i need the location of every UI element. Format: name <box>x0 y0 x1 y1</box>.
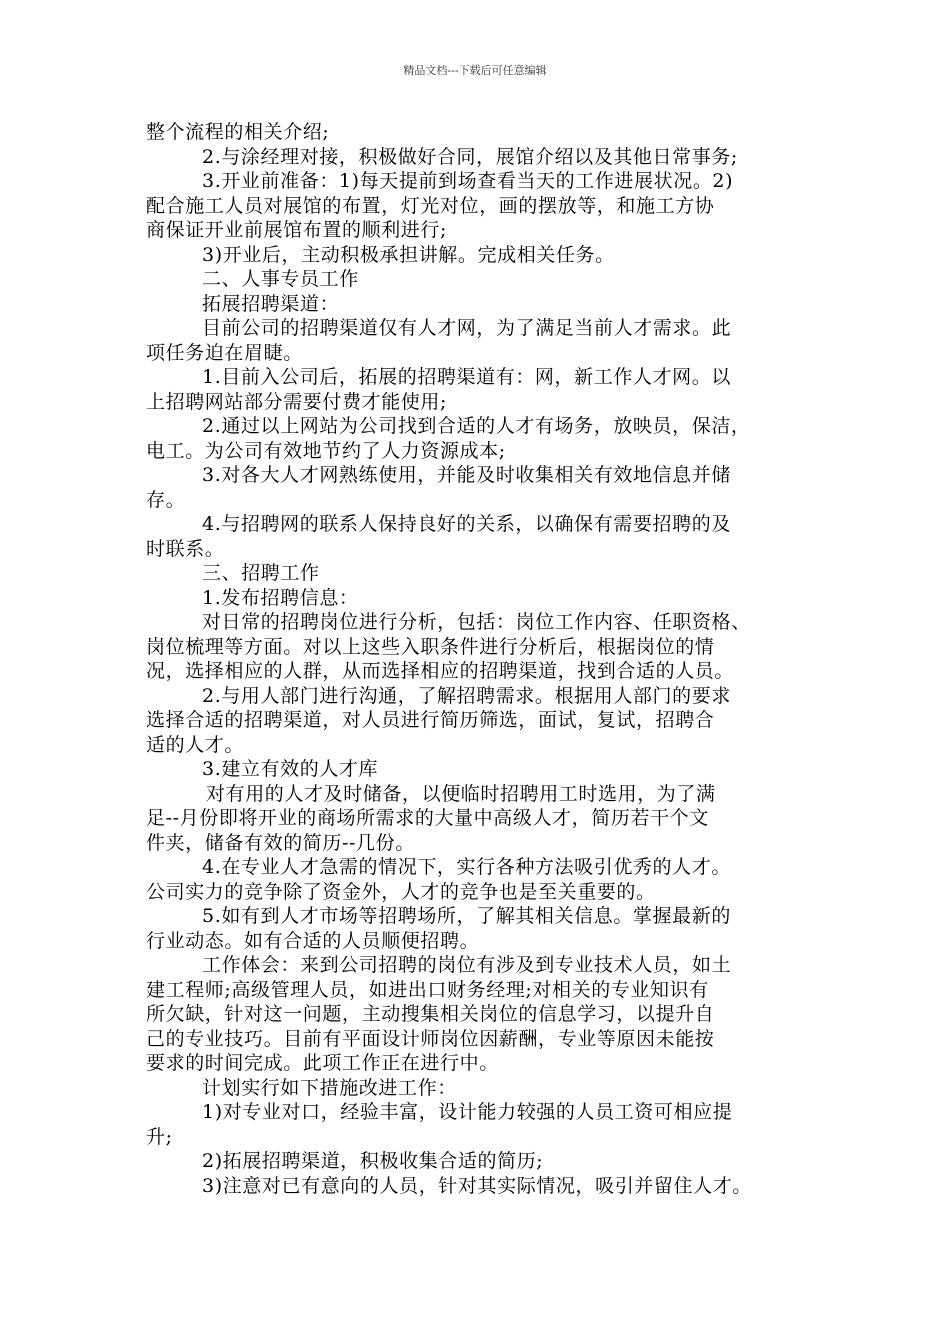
paragraph-line: 况，选择相应的人群，从而选择相应的招聘渠道，找到合适的人员。 <box>146 660 735 682</box>
paragraph-line: 岗位梳理等方面。对以上这些入职条件进行分析后，根据岗位的情 <box>146 635 715 658</box>
paragraph-line: 目前公司的招聘渠道仅有人才网，为了满足当前人才需求。此 <box>202 317 732 339</box>
paragraph-line: 时联系。 <box>146 537 225 560</box>
paragraph-line: 整个流程的相关介绍; <box>146 121 330 143</box>
page-header: 精品文档---下载后可任意编辑 <box>403 64 547 77</box>
paragraph-line: 电工。为公司有效地节约了人力资源成本; <box>146 439 506 462</box>
paragraph-line: 己的专业技巧。目前有平面设计师岗位因薪酬，专业等原因未能按 <box>146 1027 715 1050</box>
paragraph-line: 4.与招聘网的联系人保持良好的关系，以确保有需要招聘的及 <box>202 513 731 535</box>
paragraph-line: 3.对各大人才网熟练使用，并能及时收集相关有效地信息并储 <box>202 464 731 486</box>
paragraph-line: 3.开业前准备：1)每天提前到场查看当天的工作进展状况。2) <box>202 170 734 192</box>
paragraph-line: 2.与用人部门进行沟通，了解招聘需求。根据用人部门的要求 <box>202 684 731 707</box>
document-body <box>146 120 836 1198</box>
paragraph-line: 1)对专业对口，经验丰富，设计能力较强的人员工资可相应提 <box>202 1101 733 1123</box>
paragraph-line: 选择合适的招聘渠道，对人员进行简历筛选，面试，复试，招聘合 <box>146 709 715 731</box>
paragraph-line: 升; <box>146 1125 173 1148</box>
paragraph-line: 3.建立有效的人才库 <box>202 758 379 780</box>
paragraph-line: 4.在专业人才急需的情况下，实行各种方法吸引优秀的人才。 <box>202 856 731 878</box>
paragraph-line: 计划实行如下措施改进工作： <box>202 1076 457 1099</box>
paragraph-line: 3)开业后，主动积极承担讲解。完成相关任务。 <box>202 243 615 266</box>
paragraph-line: 上招聘网站部分需要付费才能使用; <box>146 390 448 413</box>
paragraph-line: 存。 <box>146 488 186 511</box>
paragraph-line: 工作体会：来到公司招聘的岗位有涉及到专业技术人员，如土 <box>202 954 732 976</box>
section-heading: 三、招聘工作 <box>202 562 320 584</box>
section-heading: 二、人事专员工作 <box>202 268 359 290</box>
paragraph-line: 对有用的人才及时储备，以便临时招聘用工时选用，为了满 <box>206 782 716 805</box>
paragraph-line: 适的人才。 <box>146 733 245 756</box>
paragraph-line: 2.与涂经理对接，积极做好合同，展馆介绍以及其他日常事务; <box>202 145 738 168</box>
paragraph-line: 项任务迫在眉睫。 <box>146 341 303 364</box>
paragraph-line: 商保证开业前展馆布置的顺利进行; <box>146 219 448 241</box>
paragraph-line: 5.如有到人才市场等招聘场所，了解其相关信息。掌握最新的 <box>202 905 731 927</box>
paragraph-line: 2.通过以上网站为公司找到合适的人才有场务，放映员，保洁， <box>202 415 751 437</box>
paragraph-line: 件夹，储备有效的简历--几份。 <box>146 831 415 854</box>
paragraph-line: 对日常的招聘岗位进行分析，包括：岗位工作内容、任职资格、 <box>202 611 751 633</box>
paragraph-line: 配合施工人员对展馆的布置，灯光对位，画的摆放等，和施工方协 <box>146 194 715 217</box>
paragraph-line: 拓展招聘渠道： <box>202 292 340 315</box>
paragraph-line: 3)注意对已有意向的人员，针对其实际情况，吸引并留住人才。 <box>202 1174 752 1197</box>
paragraph-line: 所欠缺，针对这一问题，主动搜集相关岗位的信息学习，以提升自 <box>146 1003 715 1025</box>
paragraph-line: 公司实力的竞争除了资金外，人才的竞争也是至关重要的。 <box>146 880 656 903</box>
paragraph-line: 2)拓展招聘渠道，积极收集合适的简历; <box>202 1150 544 1172</box>
paragraph-line: 1.发布招聘信息： <box>202 586 359 609</box>
paragraph-line: 建工程师;高级管理人员，如进出口财务经理;对相关的专业知识有 <box>146 978 709 1001</box>
paragraph-line: 要求的时间完成。此项工作正在进行中。 <box>146 1052 499 1074</box>
paragraph-line: 行业动态。如有合适的人员顺便招聘。 <box>146 929 480 952</box>
paragraph-line: 1.目前入公司后，拓展的招聘渠道有：网，新工作人才网。以 <box>202 366 731 388</box>
paragraph-line: 足--月份即将开业的商场所需求的大量中高级人才，简历若干个文 <box>146 807 709 829</box>
